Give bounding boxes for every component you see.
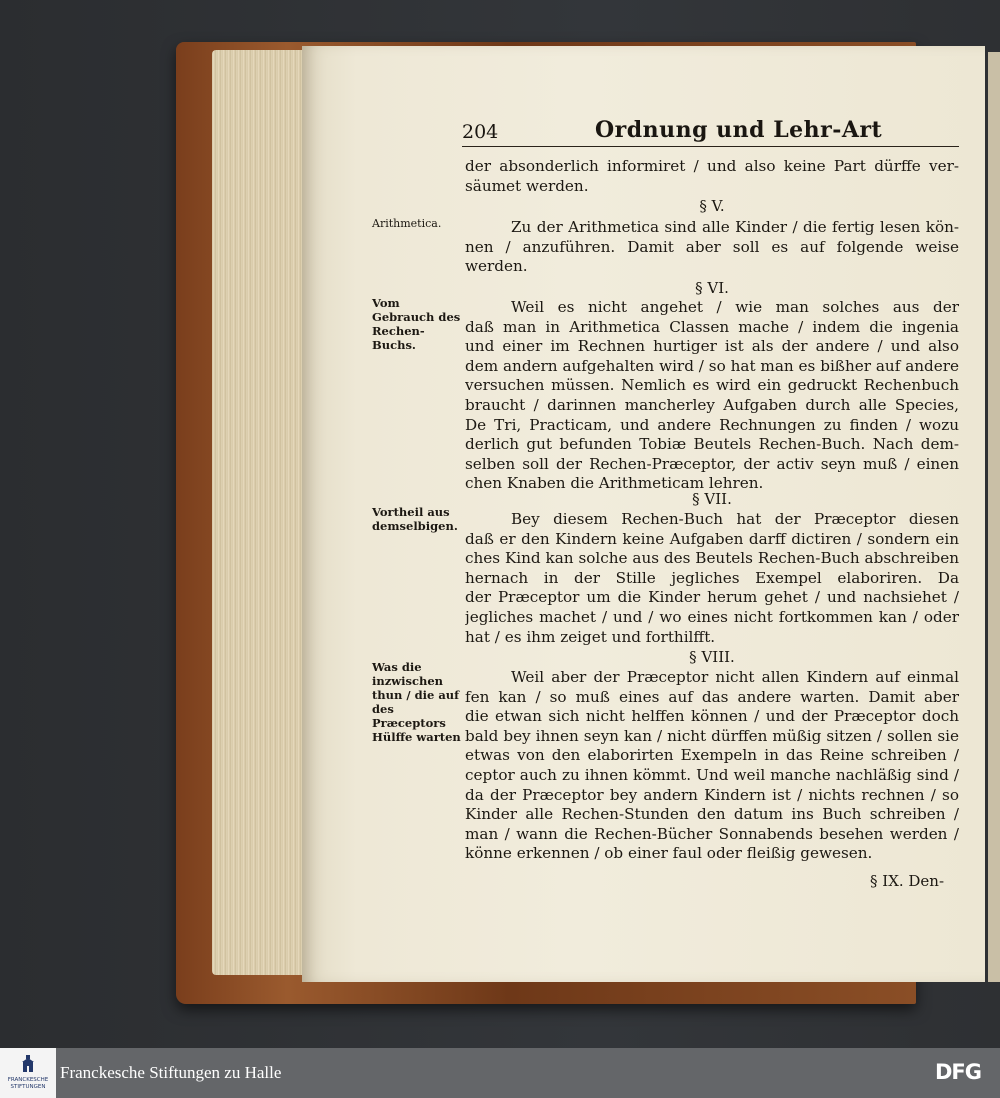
catchword: § IX. Den- <box>870 872 945 890</box>
text-line: fen kan / so muß eines auf das andere warten. Damit aber <box>465 687 959 706</box>
text-line: versuchen müssen. Nemlich es wird ein gedruckt Rechenbuch <box>465 376 959 395</box>
text-line: braucht / darinnen mancherley Aufgaben durch alle Species, <box>465 395 959 414</box>
text-line: daß man in Arithmetica Classen mache / indem die ingenia <box>465 317 959 336</box>
text-line: man / wann die Rechen-Bücher Sonnabends besehen werden / <box>465 824 959 843</box>
text-line: jegliches machet / und / wo eines nicht fortkommen kan / oder <box>465 607 959 626</box>
page-number: 204 <box>462 121 499 143</box>
text-line: derlich gut befunden Tobiæ Beutels Rechen-Buch. Nach dem- <box>465 435 959 454</box>
paragraph-intro <box>465 157 959 196</box>
text-line: säumet werden. <box>465 176 589 195</box>
building-icon <box>21 1055 35 1073</box>
section-heading-5: § V. <box>699 197 725 215</box>
paragraph-section-5 <box>465 218 959 277</box>
text-line: könne erkennen / ob einer faul oder fleißig gewesen. <box>465 844 873 863</box>
margin-note-vortheil: Vortheil aus demselbigen. <box>372 505 458 533</box>
margin-note-warten: Was die inzwischen thun / die auf des Præceptors Hülffe warten <box>372 660 461 744</box>
text-line: und einer im Rechnen hurtiger ist als der andere / und also <box>465 337 959 356</box>
section-heading-6: § VI. <box>695 279 729 297</box>
institution-logo[interactable] <box>0 1048 56 1098</box>
text-line: Zu der Arithmetica sind alle Kinder / die fertig lesen kön- <box>511 218 959 236</box>
section-heading-7: § VII. <box>692 490 732 508</box>
header-rule <box>462 146 959 147</box>
paragraph-section-8 <box>465 668 959 864</box>
text-line: die etwan sich nicht helffen können / und der Præceptor doch <box>465 707 959 726</box>
paragraph-section-6 <box>465 298 959 494</box>
dfg-logo[interactable]: DFG <box>935 1060 982 1084</box>
text-line: Weil es nicht angehet / wie man solches aus der <box>511 298 959 316</box>
running-title: Ordnung und Lehr-Art <box>595 117 883 143</box>
institution-name[interactable]: Franckesche Stiftungen zu Halle <box>60 1063 282 1082</box>
text-line: der Præceptor um die Kinder herum gehet / und nachsiehet / <box>465 588 959 607</box>
text-line: selben soll der Rechen-Præceptor, der activ seyn muß / einen <box>465 454 959 473</box>
text-line: etwas von den elaborirten Exempeln in das Reine schreiben / <box>465 746 959 765</box>
text-line: hat / es ihm zeiget und forthilfft. <box>465 627 716 646</box>
section-heading-8: § VIII. <box>689 648 735 666</box>
paragraph-section-7 <box>465 510 959 647</box>
text-line: hernach in der Stille jegliches Exempel elaboriren. Da <box>465 568 959 587</box>
margin-note-gebrauch: Vom Gebrauch des Rechen-Buchs. <box>372 296 461 352</box>
text-line: der absonderlich informiret / und also keine Part dürffe ver- <box>465 157 959 175</box>
text-line: De Tri, Practicam, und andere Rechnungen zu finden / wozu <box>465 415 959 434</box>
text-line: werden. <box>465 257 528 276</box>
text-line: nen / anzuführen. Damit aber soll es auf folgende weise <box>465 237 959 256</box>
text-line: Weil aber der Præceptor nicht allen Kindern auf einmal <box>511 668 959 686</box>
text-line: daß er den Kindern keine Aufgaben darff dictiren / sondern ein <box>465 529 959 548</box>
page-edges <box>212 50 302 975</box>
text-line: chen Knaben die Arithmeticam lehren. <box>465 474 764 493</box>
text-line: Kinder alle Rechen-Stunden den datum ins Buch schreiben / <box>465 805 959 824</box>
logo-caption: FRANCKESCHE STIFTUNGEN <box>7 1077 49 1090</box>
text-line: bald bey ihnen seyn kan / nicht dürffen müßig sitzen / sollen sie <box>465 726 959 745</box>
text-line: Bey diesem Rechen-Buch hat der Præceptor diesen <box>511 510 959 528</box>
text-line: ches Kind kan solche aus des Beutels Rechen-Buch abschreiben <box>465 549 959 568</box>
margin-note-arithmetica: Arithmetica. <box>372 217 442 230</box>
text-line: ceptor auch zu ihnen kömmt. Und weil manche nachläßig sind / <box>465 765 959 784</box>
text-line: da der Præceptor bey andern Kindern ist / nichts rechnen / so <box>465 785 959 804</box>
next-page-edge <box>988 52 1000 982</box>
text-line: dem andern aufgehalten wird / so hat man es bißher auf andere <box>465 356 959 375</box>
